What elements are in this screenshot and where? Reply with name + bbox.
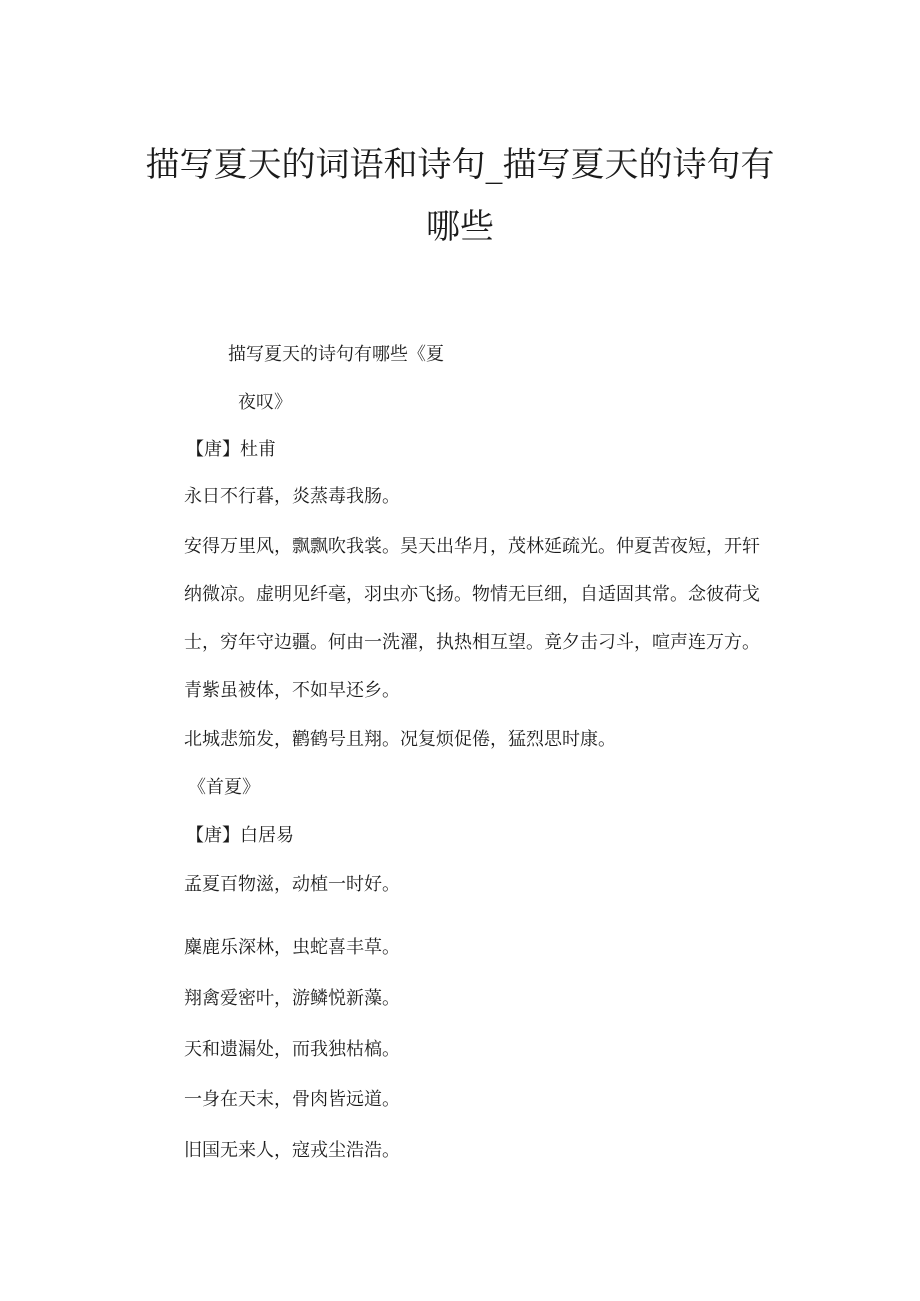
poem-line: 北城悲笳发，鹳鹤号且翔。况复烦促倦，猛烈思时康。 — [184, 729, 616, 750]
document-title-line-1: 描写夏天的词语和诗句_描写夏天的诗句有 — [145, 145, 775, 185]
poem-line: 永日不行暮，炎蒸毒我肠。 — [184, 486, 400, 507]
poem-line: 青紫虽被体，不如早还乡。 — [184, 680, 400, 701]
poem-author-du-fu: 【唐】杜甫 — [186, 439, 276, 460]
poem-line: 士，穷年守边疆。何由一洗濯，执热相互望。竟夕击刁斗，喧声连万方。 — [184, 632, 760, 653]
poem-title-early-summer: 《首夏》 — [188, 777, 260, 798]
poem-line: 孟夏百物滋，动植一时好。 — [184, 874, 400, 895]
poem-title-summer-night: 夜叹》 — [238, 392, 292, 413]
poem-author-bai-juyi: 【唐】白居易 — [186, 825, 294, 846]
paragraph-intro: 描写夏天的诗句有哪些《夏 — [228, 344, 444, 365]
poem-line: 翔禽爱密叶，游鳞悦新藻。 — [184, 988, 400, 1009]
poem-line: 安得万里风，飘飘吹我裳。昊天出华月，茂林延疏光。仲夏苦夜短，开轩 — [184, 536, 760, 557]
poem-line: 天和遗漏处，而我独枯槁。 — [184, 1039, 400, 1060]
poem-line: 纳微凉。虚明见纤毫，羽虫亦飞扬。物情无巨细，自适固其常。念彼荷戈 — [184, 584, 760, 605]
poem-line: 一身在天末，骨肉皆远道。 — [184, 1089, 400, 1110]
document-title-line-2: 哪些 — [426, 207, 494, 247]
poem-line: 旧国无来人，寇戎尘浩浩。 — [184, 1140, 400, 1161]
poem-line: 麋鹿乐深林，虫蛇喜丰草。 — [184, 937, 400, 958]
